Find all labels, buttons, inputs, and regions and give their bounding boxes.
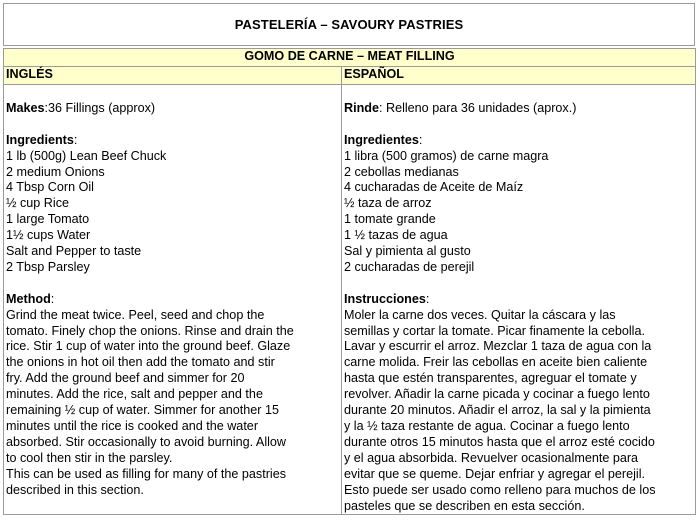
ingredient-item: 1 libra (500 gramos) de carne magra	[344, 148, 549, 163]
ingredient-item: 2 Tbsp Parsley	[6, 259, 90, 274]
ingredient-item: 2 cebollas medianas	[344, 164, 459, 179]
makes-line	[6, 101, 339, 117]
ingredient-item: 2 cucharadas de perejil	[344, 259, 475, 274]
ingredients-heading: Ingredients:	[6, 132, 78, 147]
ingredient-item: 4 Tbsp Corn Oil	[6, 180, 94, 195]
method-line: fry. Add the ground beef and simmer for 20	[6, 371, 245, 386]
makes-line	[344, 101, 693, 117]
method-line: y la ½ taza restante de agua. Cocinar a fuego lento	[344, 418, 630, 433]
method-line: hasta que estén transparentes, agreguar el tomate y	[344, 371, 637, 386]
method-line: semillas y cortar la tomate. Picar finamente la cebolla.	[344, 323, 645, 338]
method-line: to cool then stir in the parsley.	[6, 450, 173, 465]
recipe-table	[3, 48, 696, 515]
makes-value: : Relleno para 36 unidades (aprox.)	[378, 100, 577, 115]
method-line: This can be used as filling for many of the pastries	[6, 466, 287, 481]
english-column	[4, 85, 342, 515]
method-line: minutes. Add the rice, salt and pepper and the	[6, 387, 263, 402]
method-line: Moler la carne dos veces. Quitar la cáscara y las	[344, 307, 616, 322]
ingredient-item: 1½ cups Water	[6, 228, 91, 243]
method-line: durante 20 minutos. Añadir el arroz, la sal y la pimienta	[344, 403, 651, 418]
method-line: carne molida. Freir las cebollas en aceite bien caliente	[344, 355, 648, 370]
method-heading: Instrucciones:	[344, 291, 430, 306]
ingredients-label: Ingredients	[6, 132, 74, 147]
method-line: Lavar y escurrir el arroz. Mezclar 1 taza de agua con la	[344, 339, 652, 354]
ingredient-item: 1 tomate grande	[344, 212, 436, 227]
method-line: the onions in hot oil then add the tomato and stir	[6, 355, 275, 370]
method-line: pasteles que se describen en esta sección.	[344, 498, 585, 513]
ingredients-heading: Ingredientes:	[344, 132, 423, 147]
method-line: described in this section.	[6, 482, 144, 497]
ingredients-label: Ingredientes	[344, 132, 419, 147]
column-header-english: INGLÉS	[4, 67, 342, 85]
ingredient-item: 1 ½ tazas de agua	[344, 228, 448, 243]
ingredient-item: ½ cup Rice	[6, 196, 69, 211]
ingredient-item: 1 large Tomato	[6, 212, 90, 227]
method-line: y el agua absorbida. Revuelver ocasionalmente para	[344, 450, 639, 465]
spanish-column	[342, 85, 696, 515]
makes-label: Makes	[6, 100, 45, 115]
method-line: Grind the meat twice. Peel, seed and chop the	[6, 307, 265, 322]
header-box	[3, 3, 695, 46]
ingredient-item: 4 cucharadas de Aceite de Maíz	[344, 180, 524, 195]
method-line: remaining ½ cup of water. Simmer for another 15	[6, 403, 279, 418]
makes-label: Rinde	[344, 100, 379, 115]
ingredient-item: 2 medium Onions	[6, 164, 105, 179]
method-line: minutes until the rice is cooked and the water	[6, 418, 259, 433]
ingredient-item: ½ taza de arroz	[344, 196, 432, 211]
ingredient-item: Salt and Pepper to taste	[6, 244, 142, 259]
method-line: tomato. Finely chop the onions. Rinse and drain the	[6, 323, 294, 338]
method-label: Method	[6, 291, 51, 306]
method-line: durante otros 15 minutos hasta que el arroz esté cocido	[344, 434, 655, 449]
column-header-spanish: ESPAÑOL	[342, 67, 696, 85]
method-line: Esto puede ser usado como relleno para muchos de los	[344, 482, 656, 497]
method-label: Instrucciones	[344, 291, 426, 306]
page-title: PASTELERÍA – SAVOURY PASTRIES	[234, 17, 464, 32]
method-line: evitar que se queme. Dejar enfriar y agregar el perejil.	[344, 466, 646, 481]
ingredient-item: 1 lb (500g) Lean Beef Chuck	[6, 148, 167, 163]
makes-value: :36 Fillings (approx)	[44, 100, 156, 115]
method-heading: Method:	[6, 291, 55, 306]
recipe-title: GOMO DE CARNE – MEAT FILLING	[4, 49, 696, 67]
ingredient-item: Sal y pimienta al gusto	[344, 244, 471, 259]
method-line: rice. Stir 1 cup of water into the ground beef. Glaze	[6, 339, 291, 354]
method-line: absorbed. Stir occasionally to avoid burning. Allow	[6, 434, 287, 449]
method-line: revolver. Añadir la carne picada y cocinar a fuego lento	[344, 387, 650, 402]
